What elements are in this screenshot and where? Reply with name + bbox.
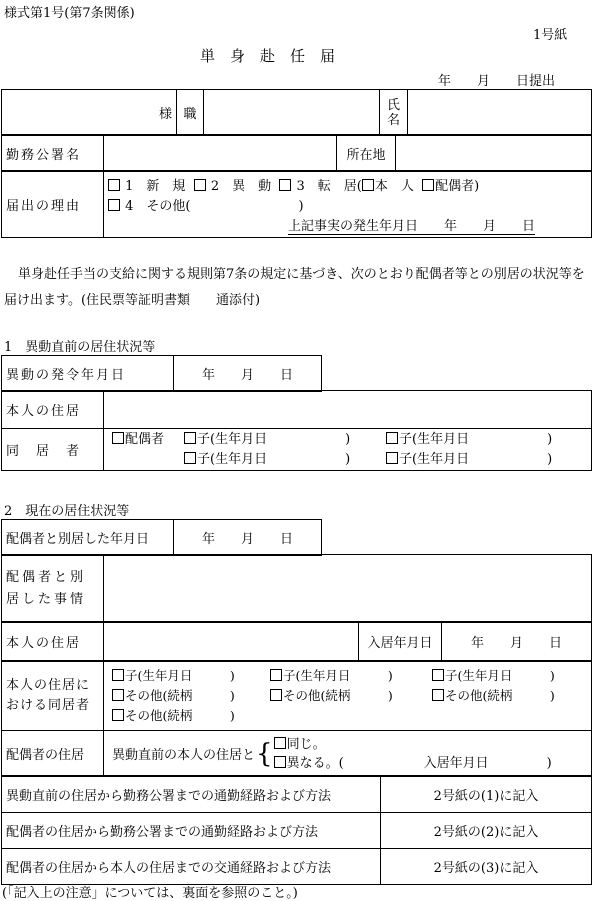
route-table — [1, 775, 592, 885]
section2-heading: 2 現在の居住状況等 — [4, 504, 130, 519]
section1-table — [1, 390, 592, 471]
shoku-label: 職 — [177, 90, 204, 136]
s2-checkbox-other-3[interactable] — [432, 689, 444, 701]
route-label-2: 配偶者の住居から勤務公署までの通勤経路および方法 — [2, 813, 381, 849]
route-label-3: 配偶者の住居から本人の住居までの交通経路および方法 — [2, 849, 381, 885]
s2-checkbox-different[interactable] — [274, 756, 286, 768]
s1-child-d: 子(生年月日 ) — [399, 451, 553, 467]
order-date-table — [1, 355, 322, 392]
location-label: 所在地 — [337, 135, 396, 172]
route-label-1: 異動直前の住居から勤務公署までの通勤経路および方法 — [2, 776, 381, 813]
s1-cohabitant-label: 同 居 者 — [2, 429, 104, 471]
s2-checkbox-child-3[interactable] — [432, 669, 444, 681]
reason-move: 3 転 居( — [296, 179, 362, 194]
checkbox-transfer[interactable] — [194, 179, 206, 191]
separation-date-label: 配偶者と別居した年月日 — [2, 520, 174, 556]
checkbox-move[interactable] — [279, 179, 291, 191]
separation-date-value[interactable]: 年 月 日 — [174, 520, 322, 556]
s2-child-3: 子(生年月日 ) — [445, 667, 555, 683]
s2-child-2: 子(生年月日 ) — [283, 667, 393, 683]
form-title: 単 身 赴 任 届 — [200, 47, 336, 65]
s2-checkbox-other-1[interactable] — [112, 689, 124, 701]
reason-spouse: 配偶者) — [435, 179, 480, 194]
section2-table-a — [1, 554, 592, 623]
s2-different: 異なる。( — [286, 755, 344, 771]
reason-label: 届出の理由 — [2, 171, 104, 238]
reason-self: 本 人 — [374, 179, 414, 194]
separation-date-table — [1, 519, 322, 556]
section1-heading: 1 異動直前の居住状況等 — [4, 340, 156, 355]
s2-cohabitant-label: 本人の住居における同居者 — [2, 661, 104, 731]
s2-checkbox-child-1[interactable] — [112, 669, 124, 681]
office-label: 勤務公署名 — [2, 135, 104, 172]
s1-child-c: 子(生年月日 ) — [399, 431, 553, 447]
position-field[interactable] — [204, 90, 380, 136]
checkbox-self[interactable] — [362, 179, 374, 191]
location-field[interactable] — [396, 135, 592, 172]
office-field[interactable] — [104, 135, 337, 172]
s2-checkbox-other-4[interactable] — [112, 709, 124, 721]
reason-other: 4 その他( — [125, 199, 191, 214]
reason-options — [104, 171, 592, 238]
s2-move-in-label: 入居年月日 — [359, 622, 442, 662]
s1-residence-label: 本人の住居 — [2, 391, 104, 429]
s2-other-1: その他(続柄 ) — [125, 687, 235, 703]
s2-spouse-prefix: 異動直前の本人の住居と — [112, 748, 256, 763]
s2-child-1: 子(生年月日 ) — [125, 667, 235, 683]
reason-new: 1 新 規 — [125, 179, 186, 194]
intro-text: 単身赴任手当の支給に関する規則第7条の規定に基づき、次のとおり配偶者等との別居の状況等を届け出ます。(住民票等証明書類 通添付) — [4, 267, 585, 308]
checkbox-spouse[interactable] — [422, 179, 434, 191]
s1-cohabitants — [104, 429, 592, 471]
order-date-value[interactable]: 年 月 日 — [174, 356, 322, 392]
reason-table — [1, 170, 592, 238]
s1-child-a: 子(生年月日 ) — [197, 431, 351, 447]
s2-diff-close: ) — [546, 755, 552, 771]
s2-other-2: その他(続柄 ) — [283, 687, 393, 703]
section2-table-b — [1, 621, 592, 662]
s2-reason-field[interactable] — [104, 555, 592, 623]
submit-date[interactable]: 年 月 日提出 — [438, 74, 556, 89]
s2-checkbox-child-2[interactable] — [270, 669, 282, 681]
s2-spouse-residence — [104, 731, 592, 777]
s1-checkbox-child-b[interactable] — [184, 452, 196, 464]
s1-checkbox-child-d[interactable] — [386, 452, 398, 464]
sama-label: 様 — [158, 107, 172, 122]
s2-residence-label: 本人の住居 — [2, 622, 104, 662]
s1-checkbox-spouse[interactable] — [112, 432, 124, 444]
affiliation-cell[interactable] — [2, 90, 177, 136]
name-field[interactable] — [408, 90, 592, 136]
s2-cohabitants — [104, 661, 592, 731]
s2-checkbox-same[interactable] — [274, 737, 286, 749]
s2-residence-field[interactable] — [104, 622, 359, 662]
office-table — [1, 134, 592, 172]
s2-checkbox-other-2[interactable] — [270, 689, 282, 701]
s2-move-in-value[interactable]: 年 月 日 — [442, 622, 592, 662]
checkbox-new[interactable] — [108, 179, 120, 191]
s2-other-3: その他(続柄 ) — [445, 687, 555, 703]
reason-transfer: 2 異 動 — [210, 179, 272, 194]
s2-reason-label: 配偶者と別居した事情 — [2, 555, 104, 623]
fact-date[interactable]: 上記事実の発生年月日 年 月 日 — [288, 219, 536, 234]
s1-checkbox-child-c[interactable] — [386, 432, 398, 444]
form-id: 様式第1号(第7条関係) — [4, 6, 135, 21]
shimei-label: 氏名 — [380, 90, 408, 136]
reason-other-close: ) — [298, 199, 304, 214]
applicant-table — [1, 89, 592, 136]
checkbox-other[interactable] — [108, 199, 120, 211]
s2-diff-move-in: 入居年月日 — [423, 755, 489, 771]
footer-note: (「記入上の注意」については、裏面を参照のこと。) — [2, 886, 298, 901]
section2-table-c — [1, 660, 592, 777]
order-date-label: 異動の発令年月日 — [2, 356, 174, 392]
route-note-3: 2号紙の(3)に記入 — [381, 849, 592, 885]
brace-icon: { — [256, 738, 273, 769]
s2-other-4: その他(続柄 ) — [125, 707, 235, 723]
s1-checkbox-child-a[interactable] — [184, 432, 196, 444]
route-note-1: 2号紙の(1)に記入 — [381, 776, 592, 813]
s1-residence-field[interactable] — [104, 391, 592, 429]
s1-spouse: 配偶者 — [125, 431, 165, 447]
s2-same: 同じ。 — [286, 736, 326, 752]
route-note-2: 2号紙の(2)に記入 — [381, 813, 592, 849]
s2-spouse-residence-label: 配偶者の住居 — [2, 731, 104, 777]
s1-child-b: 子(生年月日 ) — [197, 451, 351, 467]
sheet-number: 1号紙 — [533, 28, 568, 43]
